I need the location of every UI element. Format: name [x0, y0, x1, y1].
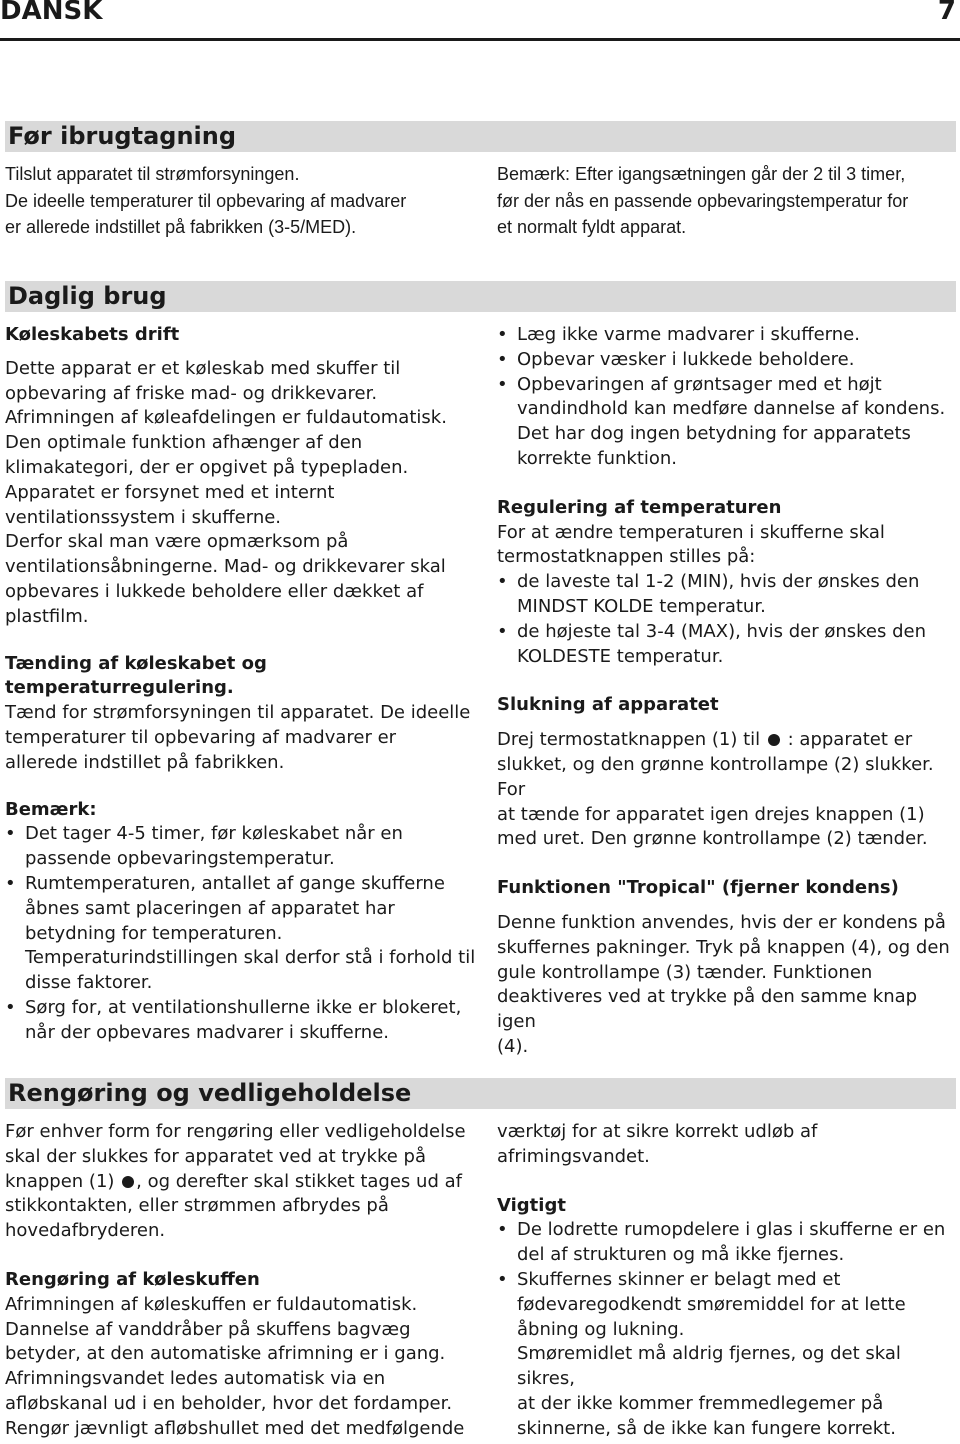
text-line: når der opbevares madvarer i skufferne.	[25, 1021, 389, 1043]
text-line: temperaturer til opbevaring af madvarer er	[5, 726, 397, 748]
language-label: DANSK	[0, 0, 103, 26]
text-line: klimakategori, der er opgivet på typepladen.	[5, 456, 409, 478]
text-line: ventilationsåbningerne. Mad- og drikkevarer skal	[5, 556, 446, 578]
text-line: betydning for temperaturen.	[25, 922, 283, 944]
text-line: Dette apparat er et køleskab med skuffer til	[5, 357, 401, 379]
off-position-icon	[768, 734, 780, 746]
text-line: deaktiveres ved at trykke på den samme knap igen	[497, 986, 918, 1033]
text-line: fødevaregodkendt smøremiddel for at lette	[517, 1293, 906, 1315]
storage-tips-list	[497, 323, 959, 472]
text-line: De ideelle temperaturer til opbevaring af madvarer	[5, 190, 407, 211]
text-line: • de højeste tal 3-4 (MAX), hvis der ønskes den	[517, 620, 926, 642]
section-title-daily-use: Daglig brug	[5, 281, 956, 312]
text-line: Denne funktion anvendes, hvis der er kondens på	[497, 911, 946, 933]
page-number: 7	[937, 0, 956, 26]
text-line: Det har dog ingen betydning for apparatets	[517, 423, 911, 445]
off-position-icon	[122, 1176, 134, 1188]
text-line: vandindhold kan medføre dannelse af kondens.	[517, 398, 946, 420]
heading-tropical: Funktionen "Tropical" (fjerner kondens)	[497, 877, 899, 899]
before-use-left-text	[5, 161, 475, 241]
text-line: skal der slukkes for apparatet ved at trykke på	[5, 1145, 427, 1167]
text-line: før der nås en passende opbevaringstemperatur for	[497, 190, 909, 211]
daily-use-left-column	[5, 323, 480, 1046]
text-line: Temperaturindstillingen skal derfor stå i forhold til	[25, 947, 476, 969]
note-list	[5, 822, 480, 1045]
text-line: disse faktorer.	[25, 972, 153, 994]
text-line: • De lodrette rumopdelere i glas i skufferne er en	[517, 1219, 946, 1241]
text-line: betyder, at den automatiske afrimning er i gang.	[5, 1343, 446, 1365]
header-divider	[0, 38, 960, 41]
list-item	[5, 822, 480, 872]
text-line: at der ikke kommer fremmedlegemer på	[517, 1392, 884, 1414]
text-line: skuffernes pakninger. Tryk på knappen (4), og den	[497, 936, 950, 958]
important-list	[497, 1218, 959, 1441]
text-line: passende opbevaringstemperatur.	[25, 848, 335, 870]
text-line: • Skuffernes skinner er belagt med et	[517, 1268, 841, 1290]
knob-text: , og derefter skal stikket tages ud af	[136, 1170, 462, 1192]
text-line: et normalt fyldt apparat.	[497, 217, 687, 237]
text-line: • Rumtemperaturen, antallet af gange skufferne	[25, 872, 445, 894]
text-line: med uret. Den grønne kontrollampe (2) tænder.	[497, 828, 928, 850]
text-line: termostatknappen stilles på:	[497, 546, 756, 568]
text-line: at tænde for apparatet igen drejes knappen (1)	[497, 803, 925, 825]
heading-switch-off: Slukning af apparatet	[497, 694, 719, 716]
text-line: stikkontakten, eller strømmen afbrydes på	[5, 1195, 389, 1217]
list-item	[497, 348, 959, 373]
text-line: Før enhver form for rengøring eller vedligeholdelse	[5, 1121, 466, 1142]
before-use-right-text	[497, 161, 959, 241]
text-line: • Opbevaringen af grøntsager med et højt	[517, 373, 882, 395]
text-line: afløbskanal ud i en beholder, hvor det fordamper.	[5, 1392, 453, 1414]
text-line: Tænd for strømforsyningen til apparatet. De ideelle	[5, 702, 471, 724]
text-line: allerede indstillet på fabrikken.	[5, 751, 285, 773]
list-item	[497, 1268, 959, 1442]
list-item	[5, 996, 480, 1046]
text-line: afrimingsvandet.	[497, 1145, 650, 1167]
text-line: åbning og lukning.	[517, 1318, 685, 1340]
switch-off-text: Drej termostatknappen (1) til	[497, 729, 761, 751]
heading-drawer-cleaning: Rengøring af køleskuffen	[5, 1268, 260, 1290]
section-title-cleaning: Rengøring og vedligeholdelse	[5, 1078, 956, 1109]
text-line: opbevaring af friske mad- og drikkevarer.	[5, 382, 378, 404]
text-line: (4).	[497, 1035, 529, 1057]
list-item	[5, 872, 480, 996]
text-line: Dannelse af vanddråber på skuffens bagvæg	[5, 1318, 411, 1340]
heading-switch-on: Tænding af køleskabet og temperaturregulering.	[5, 652, 267, 699]
heading-regulation: Regulering af temperaturen	[497, 496, 782, 518]
list-item	[497, 620, 959, 670]
list-item	[497, 373, 959, 472]
section-title-before-use: Før ibrugtagning	[5, 121, 956, 152]
text-line: Afrimningsvandet ledes automatisk via en	[5, 1368, 386, 1390]
text-line: For at ændre temperaturen i skufferne skal	[497, 521, 885, 543]
text-line: Afrimningen af køleskuffen er fuldautomatisk.	[5, 1293, 418, 1315]
text-line: Tilslut apparatet til strømforsyningen.	[5, 164, 300, 184]
text-line: Apparatet er forsynet med et internt	[5, 481, 335, 503]
text-line: Rengør jævnligt afløbshullet med det medfølgende	[5, 1417, 465, 1439]
switch-off-text: : apparatet er	[787, 729, 913, 751]
text-line: MINDST KOLDE temperatur.	[517, 595, 766, 617]
text-line: er allerede indstillet på fabrikken (3-5/MED).	[5, 217, 357, 237]
text-line: Bemærk: Efter igangsætningen går der 2 til 3 timer,	[497, 164, 906, 184]
text-line: plastfilm.	[5, 605, 89, 627]
text-line: • Opbevar væsker i lukkede beholdere.	[517, 348, 855, 370]
list-item	[497, 323, 959, 348]
text-line: ventilationssystem i skufferne.	[5, 506, 282, 528]
text-line: korrekte funktion.	[517, 447, 678, 469]
cleaning-right-column	[497, 1120, 959, 1442]
text-line: Den optimale funktion afhænger af den	[5, 432, 363, 454]
text-line: Smøremidlet må aldrig fjernes, og det skal sikres,	[517, 1343, 901, 1390]
cleaning-left-column	[5, 1120, 480, 1442]
text-line: • Læg ikke varme madvarer i skufferne.	[517, 324, 860, 345]
text-line: KOLDESTE temperatur.	[517, 645, 724, 667]
daily-use-right-column	[497, 323, 959, 1060]
text-line: hovedafbryderen.	[5, 1220, 166, 1242]
list-item	[497, 570, 959, 620]
text-line: værktøj for at sikre korrekt udløb af	[497, 1121, 818, 1142]
heading-important: Vigtigt	[497, 1194, 566, 1216]
text-line	[497, 728, 959, 753]
knob-text: knappen (1)	[5, 1170, 115, 1192]
text-line: Derfor skal man være opmærksom på	[5, 531, 349, 553]
text-line: del af strukturen og må ikke fjernes.	[517, 1244, 845, 1266]
text-line: skinnerne, så de ikke kan fungere korrekt.	[517, 1417, 896, 1439]
heading-operation: Køleskabets drift	[5, 324, 180, 345]
text-line: • Sørg for, at ventilationshullerne ikke er blokeret,	[25, 996, 462, 1018]
text-line: slukket, og den grønne kontrollampe (2) slukker. For	[497, 753, 934, 800]
text-line	[5, 1170, 480, 1195]
text-line: • Det tager 4-5 timer, før køleskabet når en	[25, 823, 403, 845]
text-line: opbevares i lukkede beholdere eller dækket af	[5, 580, 424, 602]
text-line: • de laveste tal 1-2 (MIN), hvis der ønskes den	[517, 571, 920, 593]
text-line: åbnes samt placeringen af apparatet har	[25, 897, 395, 919]
page-header	[0, 0, 960, 38]
regulation-list	[497, 570, 959, 669]
text-line: gule kontrollampe (3) tænder. Funktionen	[497, 961, 873, 983]
text-line: Afrimningen af køleafdelingen er fuldautomatisk.	[5, 407, 447, 429]
note-heading: Bemærk:	[5, 798, 97, 820]
list-item	[497, 1218, 959, 1268]
